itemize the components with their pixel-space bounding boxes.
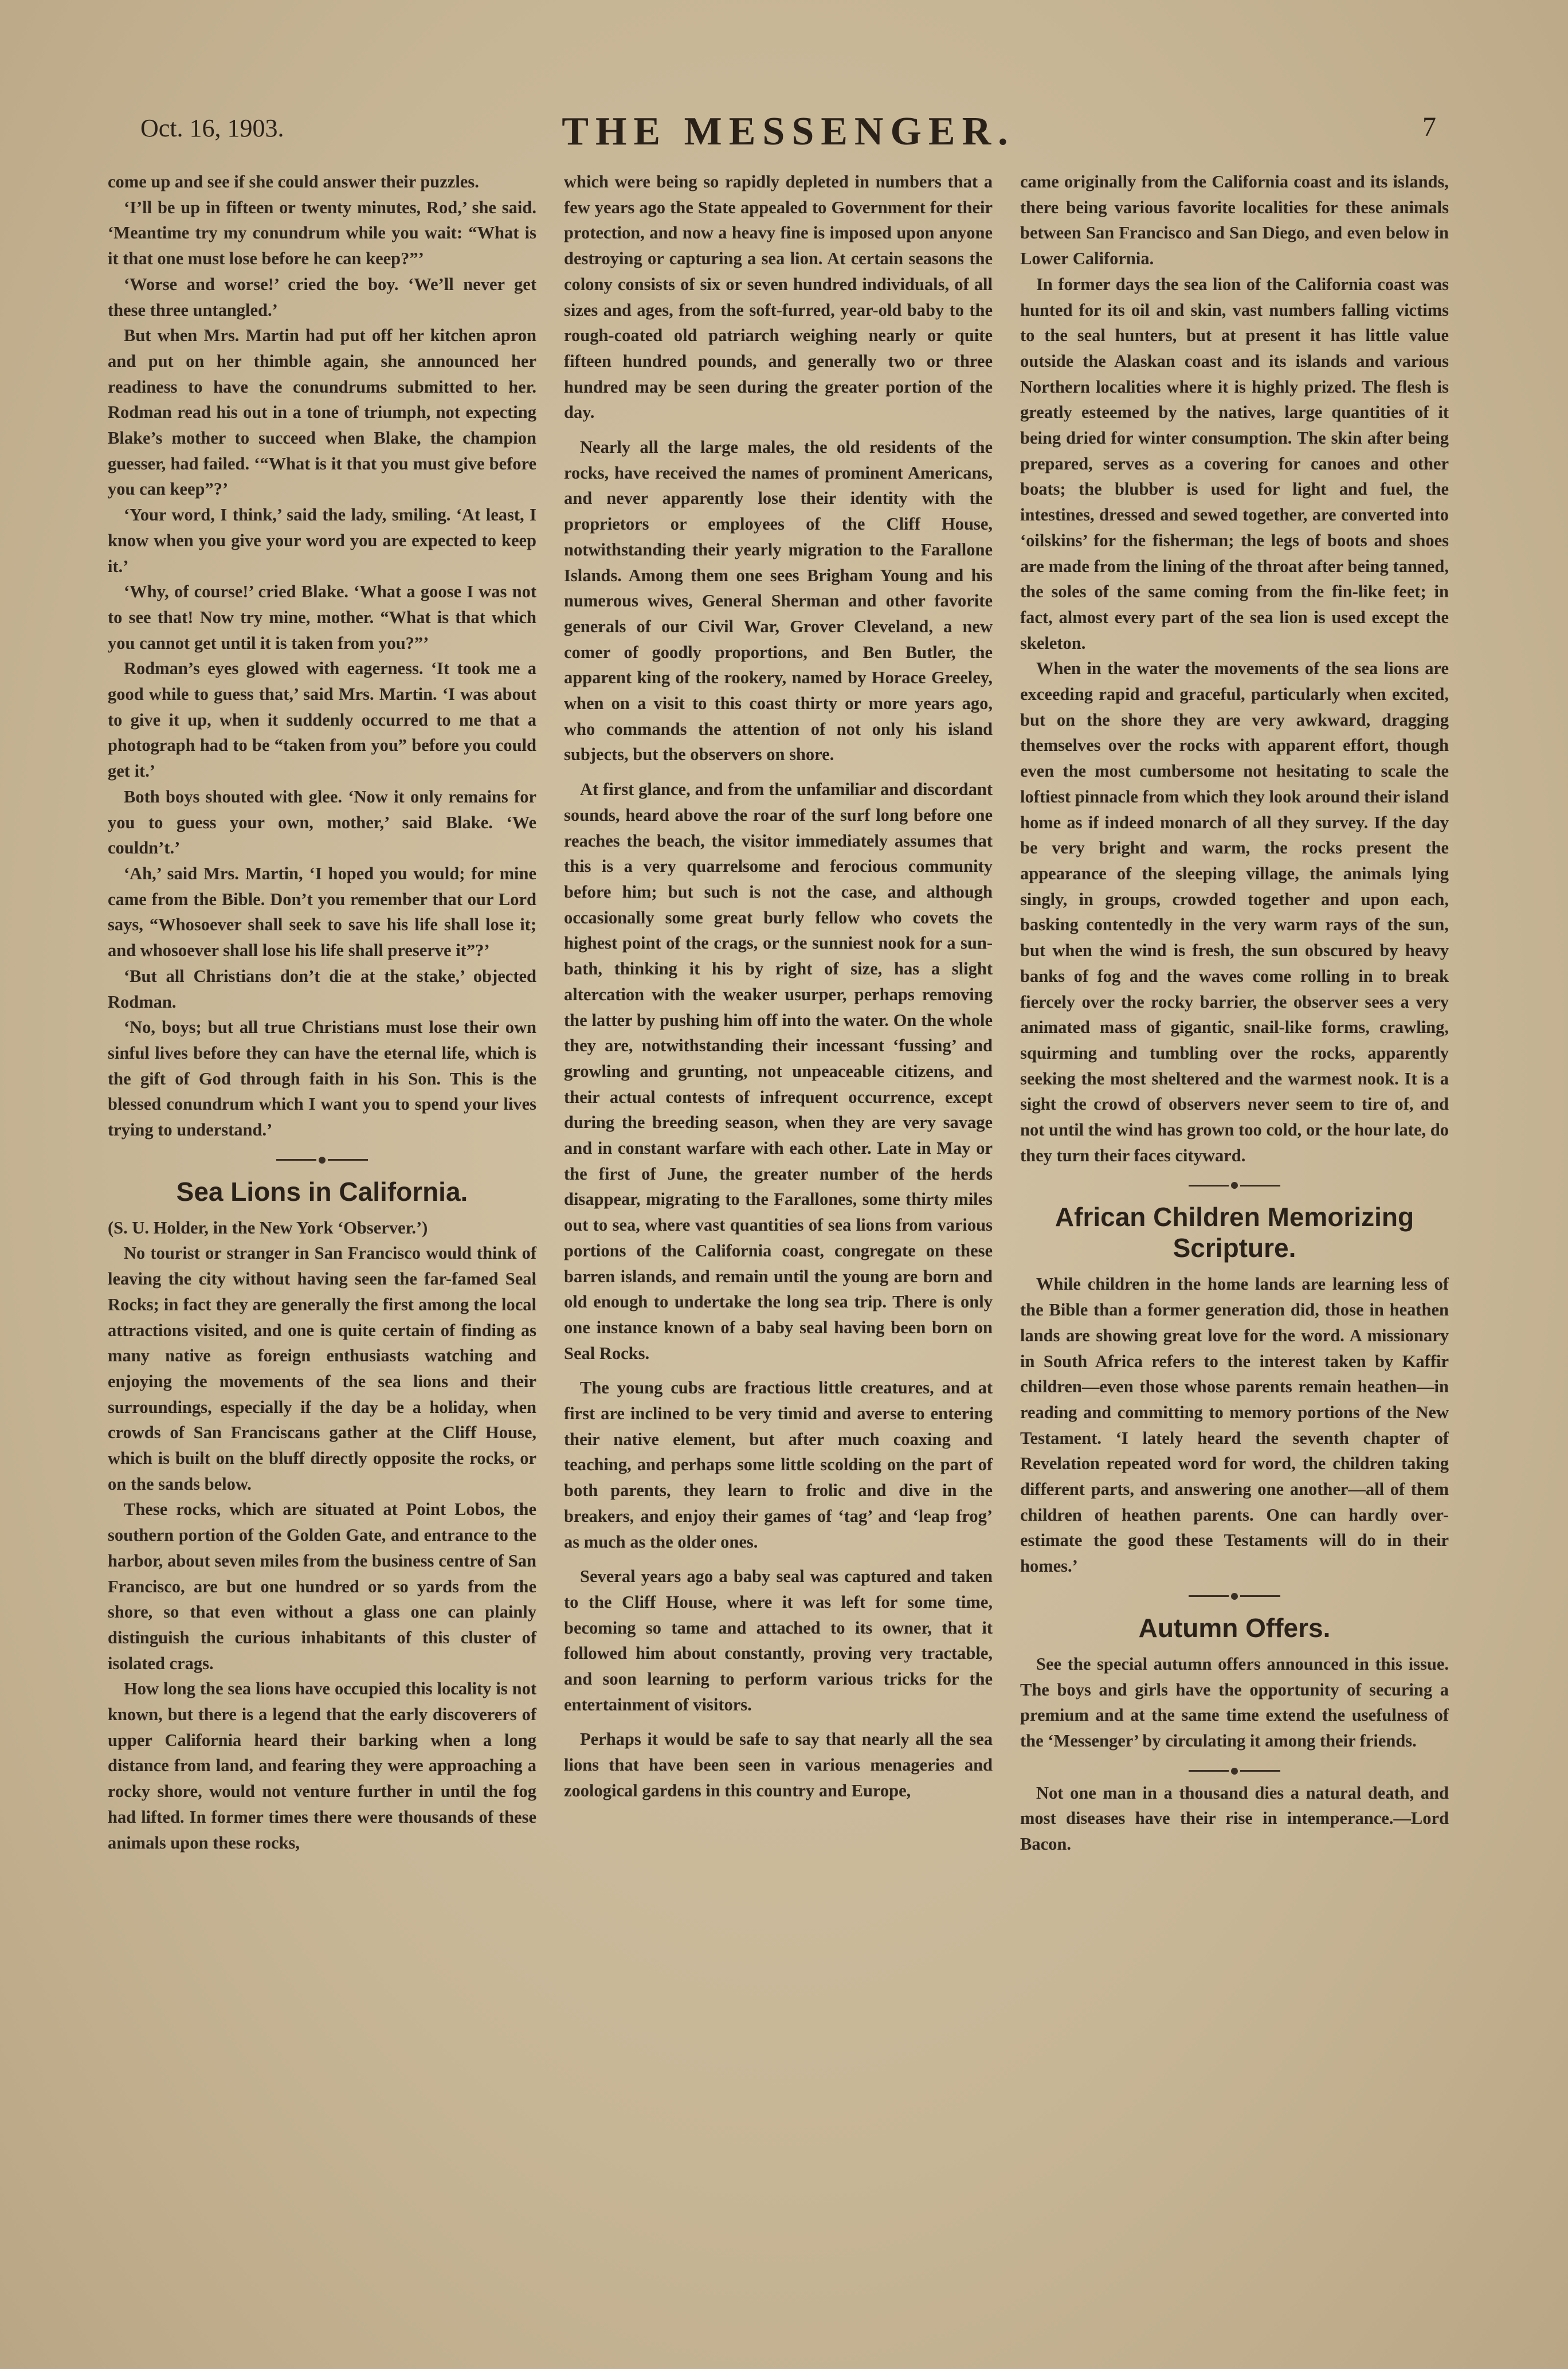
section-divider bbox=[1020, 1182, 1449, 1189]
paragraph: Nearly all the large males, the old residents of the rocks, have received the names of prominent Americans, and never apparently lose their identity with the proprietors or employees of the Cliff House, notwithstanding their yearly migration to the Farallone Islands. Among them one sees Brigham Young and his numerous wives, General Sherman and other favorite generals of our Civil War, Grover Cleveland, a new comer of goodly proportions, and Ben Butler, the apparent king of the rookery, named by Horace Greeley, when on a visit to this coast thirty or more years ago, who commands the attention of not only his island subjects, but the observers on shore. bbox=[564, 437, 993, 765]
paragraph: The young cubs are fractious little creatures, and at first are inclined to be very timid and averse to entering their native element, but after much coaxing and teaching, and perhaps some little scolding on the part of both parents, they learn to frolic and dive in the breakers, and enjoy their games of ‘tag’ and ‘leap frog’ as much as the older ones. bbox=[564, 1378, 993, 1552]
section-divider bbox=[1020, 1768, 1449, 1775]
article-title-autumn-offers: Autumn Offers. bbox=[1138, 1612, 1331, 1643]
paragraph: ‘But all Christians don’t die at the stake,’ objected Rodman. bbox=[108, 966, 536, 1012]
paragraph: ‘Why, of course!’ cried Blake. ‘What a goose I was not to see that! Now try mine, mother. “What is that which you cannot get until it is taken from you?”’ bbox=[108, 582, 536, 653]
section-divider bbox=[1020, 1593, 1449, 1600]
column-3 bbox=[1020, 169, 1449, 2290]
paragraph: which were being so rapidly depleted in numbers that a few years ago the State appealed to Government for their protection, and now a heavy fine is imposed upon anyone destroying or capturing a sea lion. At certain seasons the colony consists of six or seven hundred individuals, of all sizes and ages, from the soft-furred, year-old baby to the rough-coated old patriarch weighing nearly or quite fifteen hundred pounds, and generally two or three hundred may be seen during the greater portion of the day. bbox=[564, 172, 993, 422]
paragraph: Several years ago a baby seal was captured and taken to the Cliff House, where it was left for some time, becoming so tame and attached to its owner, that it followed him about constantly, proving very tractable, and soon learning to perform various tricks for the entertainment of visitors. bbox=[564, 1567, 993, 1714]
paragraph: These rocks, which are situated at Point Lobos, the southern portion of the Golden Gate, and entrance to the harbor, about seven miles from the business centre of San Francisco, are but one hundred or so yards from the shore, so that even without a glass one can plainly distinguish the curious inhabitants of this cluster of isolated crags. bbox=[108, 1499, 536, 1673]
article-title-african-children: African Children Memorizing Scripture. bbox=[1055, 1202, 1414, 1263]
paragraph: While children in the home lands are learning less of the Bible than a former generation did, those in heathen lands are showing great love for the word. A missionary in South Africa refers to the interest taken by Kaffir children—even those whose parents remain heathen—in reading and committing to memory portions of the New Testament. ‘I lately heard the seventh chapter of Revelation repeated word for word, the children taking different parts, and answering one another—all of them children of heathen parents. One can hardly over-estimate the good these Testaments will do in their homes.’ bbox=[1020, 1274, 1449, 1576]
section-divider bbox=[108, 1157, 536, 1164]
page-number: 7 bbox=[1422, 112, 1436, 142]
paragraph: In former days the sea lion of the California coast was hunted for its oil and skin, vast numbers falling victims to the seal hunters, but at present it has little value outside the Alaskan coast and its islands and various Northern localities where it is highly prized. The flesh is greatly esteemed by the natives, large quantities of it being dried for winter consumption. The skin after being prepared, serves as a covering for canoes and other boats; the blubber is used for light and fuel, the intestines, dressed and sewed together, are converted into ‘oilskins’ for the fisherman; the legs of boots and shoes are made from the lining of the throat after being tanned, the soles of the same coming from the fin-like feet; in fact, almost every part of the sea lion is used except the skeleton. bbox=[1020, 274, 1449, 653]
newspaper-title: THE MESSENGER. bbox=[562, 109, 1015, 154]
paragraph: Rodman’s eyes glowed with eagerness. ‘It took me a good while to guess that,’ said Mrs. Martin. ‘I was about to give it up, when it suddenly occurred to me that a photograph had to be “taken from you” before you could get it.’ bbox=[108, 659, 536, 781]
paragraph: Both boys shouted with glee. ‘Now it only remains for you to guess your own, mother,’ said Blake. ‘We couldn’t.’ bbox=[108, 786, 536, 858]
paragraph: ‘Worse and worse!’ cried the boy. ‘We’ll never get these three untangled.’ bbox=[108, 274, 536, 320]
columns bbox=[108, 169, 1449, 2290]
paragraph: came originally from the California coast and its islands, there being various favorite localities for these animals between San Francisco and San Diego, and even below in Lower California. bbox=[1020, 172, 1449, 269]
paragraph: ‘No, boys; but all true Christians must lose their own sinful lives before they can have the eternal life, which is the gift of God through faith in his Son. This is the blessed conundrum which I want you to spend your lives trying to understand.’ bbox=[108, 1017, 536, 1140]
paragraph: ‘Ah,’ said Mrs. Martin, ‘I hoped you would; for mine came from the Bible. Don’t you remember that our Lord says, “Whosoever shall seek to save his life shall lose it; and whosoever shall lose his life shall preserve it”?’ bbox=[108, 863, 536, 961]
quote-lord-bacon: Not one man in a thousand dies a natural death, and most diseases have their rise in intemperance.—Lord Bacon. bbox=[1020, 1783, 1449, 1854]
article-title-sea-lions: Sea Lions in California. bbox=[176, 1176, 468, 1207]
paragraph: ‘I’ll be up in fifteen or twenty minutes, Rod,’ she said. ‘Meantime try my conundrum while you wait: “What is it that one must lose before he can keep?”’ bbox=[108, 197, 536, 269]
column-1 bbox=[108, 169, 536, 2290]
article-byline: (S. U. Holder, in the New York ‘Observer.’) bbox=[108, 1217, 428, 1238]
column-2 bbox=[564, 169, 993, 2290]
masthead bbox=[140, 109, 1436, 155]
paragraph: How long the sea lions have occupied this locality is not known, but there is a legend that the early discoverers of upper California heard their barking when a long distance from land, and fearing they were approaching a rocky shore, would not venture further in until the fog had lifted. In former times there were thousands of these animals upon these rocks, bbox=[108, 1679, 536, 1853]
paragraph: At first glance, and from the unfamiliar and discordant sounds, heard above the roar of the surf long before one reaches the beach, the visitor immediately assumes that this is a very quarrelsome and ferocious community before him; but such is not the case, and although occasionally some great burly fellow who covets the highest point of the crags, or the sunniest nook for a sun-bath, thinking it his by right of size, has a slight altercation with the weaker usurper, perhaps removing the latter by pushing him off into the water. On the whole they are, notwithstanding their incessant ‘fussing’ and growling and grunting, not unpeaceable citizens, and their actual contests of infrequent occurrence, except during the breeding season, when they are very savage and in constant warfare with each other. Late in May or the first of June, the greater number of the herds disappear, migrating to the Farallones, some thirty miles out to sea, where vast quantities of sea lions from various portions of the California coast, congregate on these barren islands, and remain until the young are born and old enough to undertake the long sea trip. There is only one instance known of a baby seal having been born on Seal Rocks. bbox=[564, 780, 993, 1363]
paragraph: Perhaps it would be safe to say that nearly all the sea lions that have been seen in various menageries and zoological gardens in this country and Europe, bbox=[564, 1729, 993, 1800]
paragraph: When in the water the movements of the sea lions are exceeding rapid and graceful, particularly when excited, but on the shore they are very awkward, dragging themselves over the rocks with apparent effort, though even the most cumbersome not hesitating to scale the loftiest pinnacle from which they look around their island home as if indeed monarch of all they survey. If the day be very bright and warm, the rocks present the appearance of the sleeping village, the animals lying singly, in groups, crowded together and upon each, basking contentedly in the very warm rays of the sun, but when the wind is fresh, the sun obscured by heavy banks of fog and the waves come rolling in to break fiercely over the rocky barrier, the observer sees a very animated mass of gigantic, snail-like forms, crawling, squirming and tumbling over the rocks, apparently seeking the most sheltered and the warmest nook. It is a sight the crowd of observers never seem to tire of, and not until the wind has grown too cold, or the hour late, do they turn their faces cityward. bbox=[1020, 659, 1449, 1165]
paragraph: come up and see if she could answer their puzzles. bbox=[108, 172, 479, 191]
paragraph: But when Mrs. Martin had put off her kitchen apron and put on her thimble again, she announced her readiness to have the conundrums submitted to her. Rodman read his out in a tone of triumph, not expecting Blake’s mother to succeed when Blake, the champion guesser, had failed. ‘“What is it that you must give before you can keep”?’ bbox=[108, 326, 536, 499]
paragraph: No tourist or stranger in San Francisco would think of leaving the city without having seen the far-famed Seal Rocks; in fact they are generally the first among the local attractions visited, and one is quite certain of finding as many native as foreign enthusiasts watching and enjoying the movements of the sea lions and their surroundings, especially if the day be a holiday, when crowds of San Franciscans gather at the Cliff House, which is built on the bluff directly opposite the rocks, or on the sands below. bbox=[108, 1243, 536, 1494]
paragraph: See the special autumn offers announced in this issue. The boys and girls have the opportunity of securing a premium and at the same time extend the usefulness of the ‘Messenger’ by circulating it among their friends. bbox=[1020, 1654, 1449, 1751]
issue-date: Oct. 16, 1903. bbox=[140, 114, 284, 142]
paragraph: ‘Your word, I think,’ said the lady, smiling. ‘At least, I know when you give your word you are expected to keep it.’ bbox=[108, 505, 536, 576]
